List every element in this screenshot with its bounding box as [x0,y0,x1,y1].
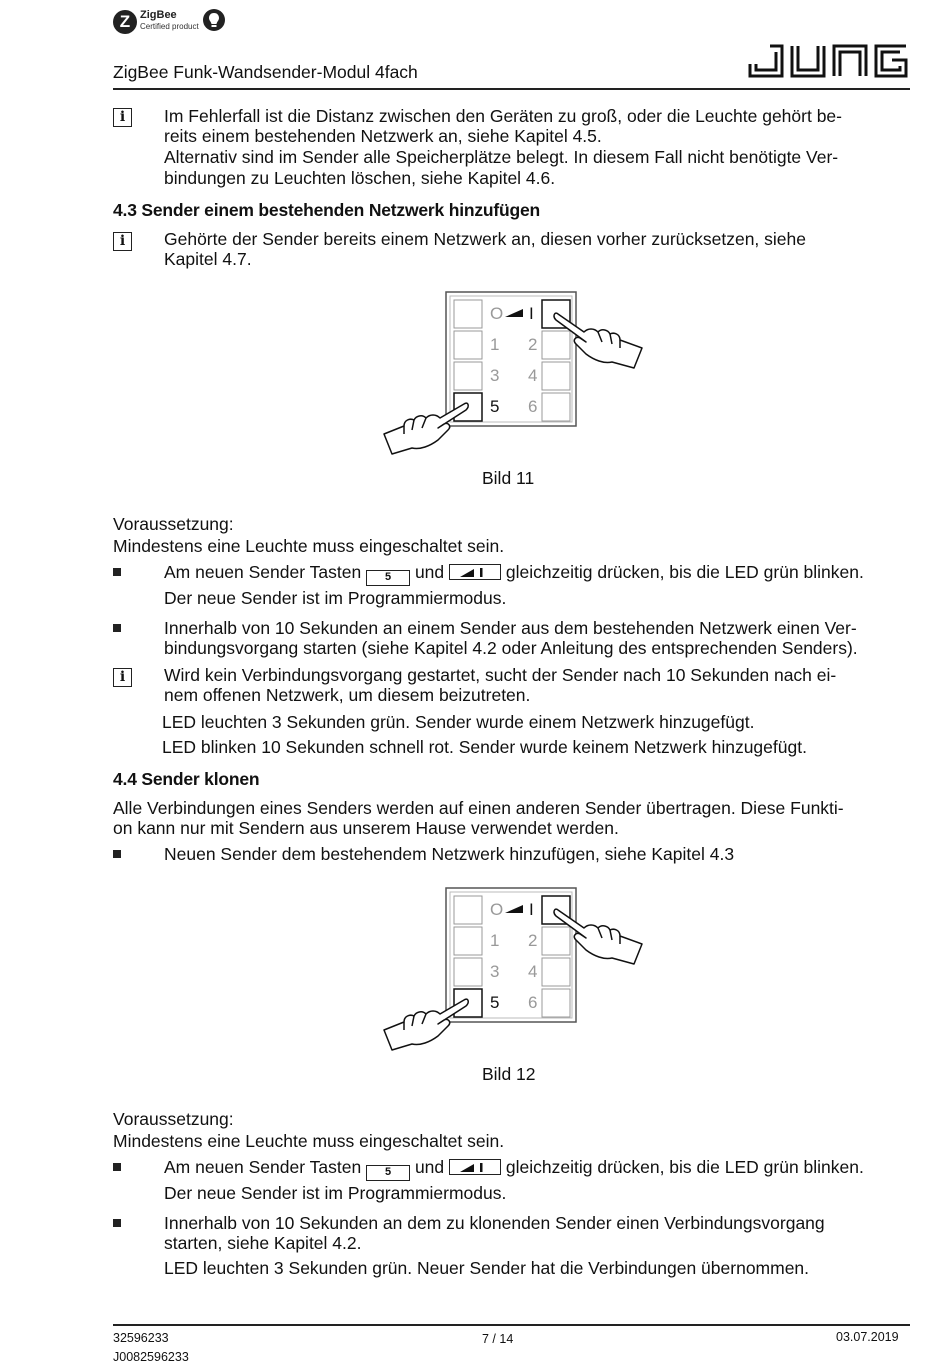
document-title: ZigBee Funk-Wandsender-Modul 4fach [113,62,418,82]
note-line: nem offenen Netzwerk, um diesem beizutreten. [164,685,531,705]
jung-brand-logo [748,40,910,82]
step-text-part: gleichzeitig drücken, bis die LED grün blinken. [505,1157,864,1177]
step-text: bindungsvorgang starten (siehe Kapitel 4.2 oder Anleitung des entsprechenden Senders). [164,638,858,658]
bullet-icon [113,568,121,576]
note-line: Alternativ sind im Sender alle Speicherplätze belegt. In diesem Fall nicht benötigte Ver- [164,147,839,167]
zigbee-z-icon: Z [113,10,137,34]
note-line: Wird kein Verbindungsvorgang gestartet, sucht der Sender nach 10 Sekunden nach ei- [164,665,837,685]
figure-label-3: 3 [490,962,500,981]
step-text: Innerhalb von 10 Sekunden an einem Sender aus dem bestehenden Netzwerk einen Ver- [164,618,857,638]
step-text [164,562,864,586]
zigbee-logo-text: ZigBee [140,9,177,21]
figure-label-off: O [490,900,504,919]
figure-label-off: O [490,304,504,323]
figure-label-2: 2 [528,931,538,950]
section-heading-4-4: 4.4 Sender klonen [113,769,260,789]
footer-rule [113,1324,910,1326]
prerequisite-label: Voraussetzung: [113,1109,234,1129]
step-result: Der neue Sender ist im Programmiermodus. [164,1183,507,1203]
info-icon: i [113,232,132,251]
figure-label-5: 5 [490,993,500,1012]
step-text-part: gleichzeitig drücken, bis die LED grün blinken. [505,562,864,582]
step-text: Neuen Sender dem bestehendem Netzwerk hinzufügen, siehe Kapitel 4.3 [164,844,735,864]
document-number: 32596233 [113,1331,169,1345]
light-bulb-icon [202,8,226,35]
result-failure: LED blinken 10 Sekunden schnell rot. Sender wurde keinem Netzwerk hinzugefügt. [162,737,807,757]
key-5-icon: 5 [366,1165,410,1181]
bullet-icon [113,624,121,632]
device-figure-11 [380,288,650,458]
info-icon: i [113,668,132,687]
prerequisite-label: Voraussetzung: [113,514,234,534]
note-line: Im Fehlerfall ist die Distanz zwischen den Geräten zu groß, oder die Leuchte gehört be- [164,106,842,126]
bullet-icon [113,1163,121,1171]
figure-label-on: I [529,900,534,919]
document-date: 03.07.2019 [836,1330,899,1344]
result-success: LED leuchten 3 Sekunden grün. Neuer Sender hat die Verbindungen übernommen. [164,1258,810,1278]
figure-label-1: 1 [490,335,500,354]
step-text [164,1157,864,1181]
note-line: reits einem bestehenden Netzwerk an, siehe Kapitel 4.5. [164,126,602,146]
key-5-icon: 5 [366,570,410,586]
zigbee-certified-text: Certified product [140,22,199,31]
note-line: Gehörte der Sender bereits einem Netzwerk an, diesen vorher zurücksetzen, siehe [164,229,806,249]
key-on-icon [449,564,501,580]
step-text: starten, siehe Kapitel 4.2. [164,1233,362,1253]
figure-label-6: 6 [528,397,538,416]
step-text-part: Am neuen Sender Tasten [164,1157,362,1177]
step-text-part: Am neuen Sender Tasten [164,562,362,582]
step-result: Der neue Sender ist im Programmiermodus. [164,588,507,608]
device-figure-12 [380,884,650,1054]
prerequisite-text: Mindestens eine Leuchte muss eingeschaltet sein. [113,1131,505,1151]
figure-label-1: 1 [490,931,500,950]
bullet-icon [113,850,121,858]
figure-caption-12: Bild 12 [482,1064,536,1084]
step-text-part: und [414,1157,445,1177]
step-text: Innerhalb von 10 Sekunden an dem zu klonenden Sender einen Verbindungsvorgang [164,1213,825,1233]
note-line: Kapitel 4.7. [164,249,252,269]
figure-label-3: 3 [490,366,500,385]
intro-text: Alle Verbindungen eines Senders werden auf einen anderen Sender übertragen. Diese Funkti- [113,798,844,818]
figure-label-2: 2 [528,335,538,354]
figure-label-on: I [529,304,534,323]
bullet-icon [113,1219,121,1227]
figure-label-6: 6 [528,993,538,1012]
step-text-part: und [414,562,445,582]
header-rule [113,88,910,90]
page-number: 7 / 14 [482,1332,514,1346]
order-number: J0082596233 [113,1350,189,1364]
figure-label-5: 5 [490,397,500,416]
note-line: bindungen zu Leuchten löschen, siehe Kapitel 4.6. [164,168,556,188]
zigbee-certified-logo [113,8,233,38]
info-icon: i [113,108,132,127]
key-on-icon [449,1159,501,1175]
figure-label-4: 4 [528,366,538,385]
pressing-hand-icon [384,999,468,1050]
figure-caption-11: Bild 11 [482,468,535,488]
section-heading-4-3: 4.3 Sender einem bestehenden Netzwerk hinzufügen [113,200,541,220]
prerequisite-text: Mindestens eine Leuchte muss eingeschaltet sein. [113,536,505,556]
intro-text: on kann nur mit Sendern aus unserem Hause verwendet werden. [113,818,619,838]
figure-label-4: 4 [528,962,538,981]
pressing-hand-icon [384,403,468,454]
result-success: LED leuchten 3 Sekunden grün. Sender wurde einem Netzwerk hinzugefügt. [162,712,755,732]
